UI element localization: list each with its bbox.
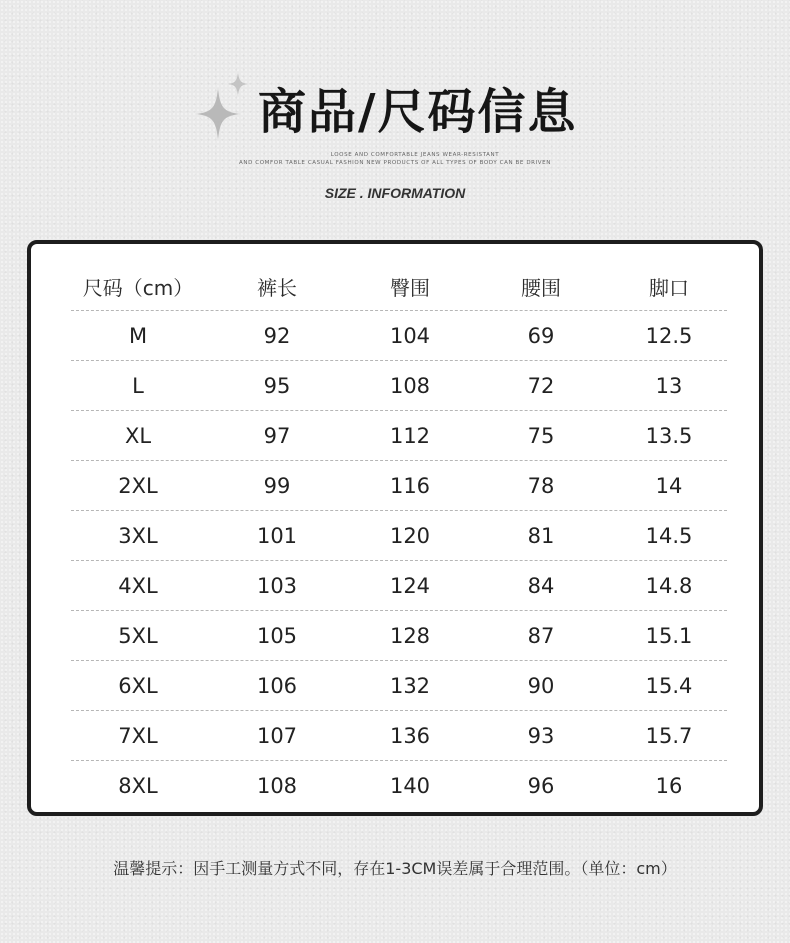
length-cell: 108 — [256, 774, 298, 798]
table-row — [71, 311, 727, 361]
table-row — [71, 611, 727, 661]
tagline-line-1: LOOSE AND COMFORTABLE JEANS WEAR-RESISTANT — [330, 152, 500, 158]
hip-cell: 136 — [389, 723, 431, 748]
waist-cell: 90 — [527, 673, 555, 698]
size-table-card — [27, 240, 763, 816]
waist-cell: 69 — [527, 323, 555, 348]
table-row — [71, 461, 727, 511]
hem-cell: 12.5 — [645, 323, 693, 348]
hem-cell: 15.7 — [645, 723, 693, 748]
size-cell: 5XL — [118, 623, 158, 648]
column-header-length: 裤长 — [257, 276, 297, 300]
size-cell: M — [128, 323, 148, 348]
waist-cell: 87 — [527, 623, 555, 648]
waist-cell: 96 — [527, 774, 555, 798]
hip-cell: 116 — [389, 473, 431, 498]
table-row — [71, 661, 727, 711]
table-row — [71, 361, 727, 411]
waist-cell: 93 — [527, 723, 555, 748]
waist-cell: 81 — [527, 523, 555, 548]
hem-cell: 13.5 — [645, 423, 693, 448]
sparkle-small-icon — [228, 72, 248, 96]
size-cell: 4XL — [118, 573, 158, 598]
length-cell: 106 — [256, 673, 298, 698]
column-header-waist: 腰围 — [521, 276, 561, 300]
length-cell: 95 — [263, 373, 291, 398]
size-cell: XL — [124, 423, 152, 448]
hip-cell: 128 — [389, 623, 431, 648]
hem-cell: 15.4 — [645, 673, 693, 698]
hem-cell: 13 — [655, 373, 683, 398]
size-cell: 8XL — [118, 774, 158, 798]
table-row — [71, 561, 727, 611]
table-row — [71, 761, 727, 811]
length-cell: 97 — [263, 423, 291, 448]
hip-cell: 132 — [389, 673, 431, 698]
length-cell: 99 — [263, 473, 291, 498]
size-cell: L — [132, 373, 144, 398]
hip-cell: 140 — [389, 774, 431, 798]
table-row — [71, 711, 727, 761]
size-cell: 3XL — [118, 523, 158, 548]
hem-cell: 14.5 — [645, 523, 693, 548]
hip-cell: 112 — [389, 423, 431, 448]
page-title: 商品/尺码信息 — [258, 84, 578, 140]
column-header-hip: 臀围 — [390, 276, 430, 300]
hip-cell: 124 — [389, 573, 431, 598]
size-table — [71, 263, 727, 811]
hem-cell: 16 — [655, 774, 683, 798]
table-row — [71, 411, 727, 461]
column-header-size: 尺码（cm） — [82, 276, 194, 300]
hem-cell: 14.8 — [645, 573, 693, 598]
hip-cell: 104 — [389, 323, 431, 348]
size-cell: 6XL — [118, 673, 158, 698]
length-cell: 105 — [256, 623, 298, 648]
length-cell: 101 — [256, 523, 298, 548]
measurement-note: 温馨提示：因手工测量方式不同，存在1-3CM误差属于合理范围。（单位：cm） — [113, 859, 677, 878]
tagline-line-2: AND COMFOR TABLE CASUAL FASHION NEW PRODUCTS OF ALL TYPES OF BODY CAN BE DRIVEN — [239, 160, 551, 166]
length-cell: 107 — [256, 723, 298, 748]
hip-cell: 120 — [389, 523, 431, 548]
waist-cell: 75 — [527, 423, 555, 448]
hip-cell: 108 — [389, 373, 431, 398]
table-header-row — [71, 263, 727, 311]
length-cell: 103 — [256, 573, 298, 598]
subtitle: SIZE . INFORMATION — [324, 185, 466, 201]
table-row — [71, 511, 727, 561]
column-header-hem: 脚口 — [649, 276, 689, 300]
size-cell: 7XL — [118, 723, 158, 748]
waist-cell: 84 — [527, 573, 555, 598]
waist-cell: 72 — [527, 373, 555, 398]
length-cell: 92 — [263, 323, 291, 348]
hem-cell: 15.1 — [645, 623, 693, 648]
hem-cell: 14 — [655, 473, 683, 498]
size-cell: 2XL — [118, 473, 158, 498]
waist-cell: 78 — [527, 473, 555, 498]
header — [0, 0, 790, 230]
